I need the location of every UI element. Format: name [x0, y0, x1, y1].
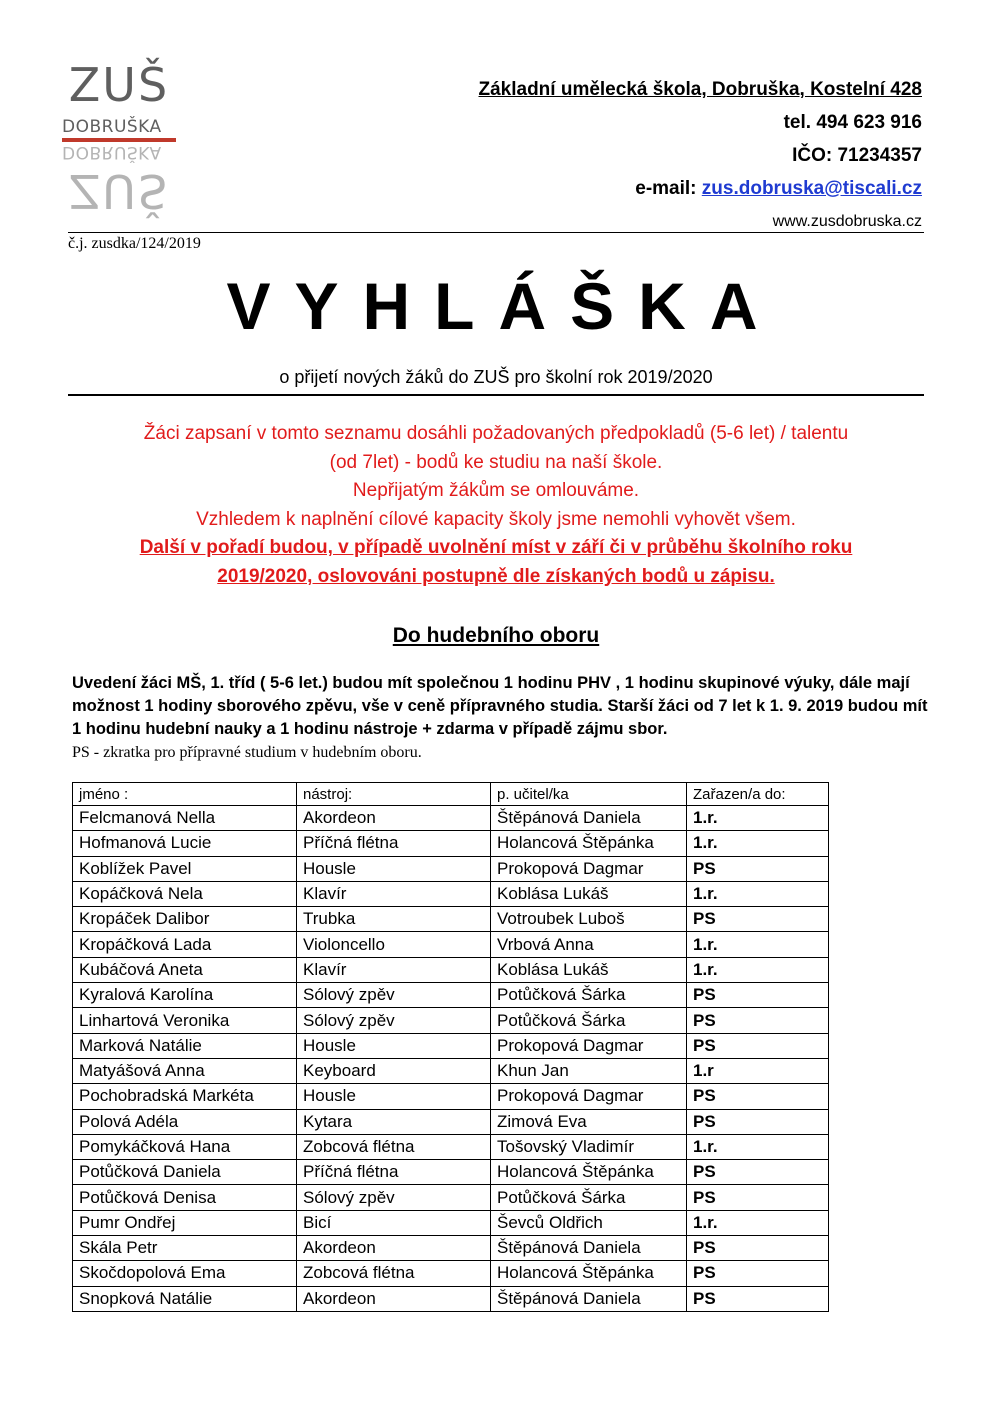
- email-line: [478, 175, 922, 208]
- student-name: Linhartová Veronika: [73, 1008, 297, 1033]
- table-row: [73, 957, 829, 982]
- instrument: Zobcová flétna: [297, 1134, 491, 1159]
- teacher: Tošovský Vladimír: [491, 1134, 687, 1159]
- title-divider: [68, 394, 924, 396]
- table-row: [73, 1185, 829, 1210]
- table-row: [73, 881, 829, 906]
- table-row: [73, 831, 829, 856]
- instrument: Keyboard: [297, 1058, 491, 1083]
- student-name: Pomykáčková Hana: [73, 1134, 297, 1159]
- instrument: Sólový zpěv: [297, 1185, 491, 1210]
- placement: PS: [687, 983, 829, 1008]
- student-name: Matyášová Anna: [73, 1058, 297, 1083]
- instrument: Kytara: [297, 1109, 491, 1134]
- instrument: Příčná flétna: [297, 1160, 491, 1185]
- table-row: [73, 1236, 829, 1261]
- instrument: Housle: [297, 1084, 491, 1109]
- logo-dobruska-mirror: DOBRUŠKA: [62, 142, 162, 162]
- placement: 1.r.: [687, 881, 829, 906]
- placement: PS: [687, 1109, 829, 1134]
- student-name: Kropáček Dalibor: [73, 907, 297, 932]
- teacher: Holancová Štěpánka: [491, 1261, 687, 1286]
- student-name: Pumr Ondřej: [73, 1210, 297, 1235]
- student-name: Pochobradská Markéta: [73, 1084, 297, 1109]
- student-name: Koblížek Pavel: [73, 856, 297, 881]
- instrument: Violoncello: [297, 932, 491, 957]
- teacher: Votroubek Luboš: [491, 907, 687, 932]
- notice-line: (od 7let) - bodů ke studiu na naší škole.: [329, 451, 663, 473]
- placement: PS: [687, 1286, 829, 1311]
- header-instrument: nástroj:: [297, 783, 491, 806]
- teacher: Koblása Lukáš: [491, 881, 687, 906]
- logo-zus-mirror: ZUŠ: [68, 164, 170, 218]
- instrument: Akordeon: [297, 1286, 491, 1311]
- admission-notice: [60, 420, 932, 592]
- instrument: Housle: [297, 1033, 491, 1058]
- placement: 1.r.: [687, 831, 829, 856]
- teacher: Potůčková Šárka: [491, 983, 687, 1008]
- notice-bold-line: 2019/2020, oslovováni postupně dle získaných bodů u zápisu.: [217, 565, 775, 587]
- student-name: Kubáčová Aneta: [73, 957, 297, 982]
- table-header-row: [73, 783, 829, 806]
- instrument: Sólový zpěv: [297, 1008, 491, 1033]
- table-row: [73, 1084, 829, 1109]
- placement: 1.r.: [687, 806, 829, 831]
- placement: PS: [687, 856, 829, 881]
- teacher: Štěpánová Daniela: [491, 1236, 687, 1261]
- table-row: [73, 1286, 829, 1311]
- table-row: [73, 1210, 829, 1235]
- placement: PS: [687, 1185, 829, 1210]
- instrument: Klavír: [297, 957, 491, 982]
- notice-line: Žáci zapsaní v tomto seznamu dosáhli požadovaných předpokladů (5-6 let) / talentu: [143, 423, 849, 444]
- student-name: Polová Adéla: [73, 1109, 297, 1134]
- ps-note: PS - zkratka pro přípravné studium v hudebním oboru.: [72, 744, 422, 761]
- teacher: Potůčková Šárka: [491, 1185, 687, 1210]
- student-name: Skočdopolová Ema: [73, 1261, 297, 1286]
- instrument: Akordeon: [297, 806, 491, 831]
- table-row: [73, 1261, 829, 1286]
- placement: 1.r.: [687, 1210, 829, 1235]
- teacher: Zimová Eva: [491, 1109, 687, 1134]
- section-title: Do hudebního oboru: [392, 624, 600, 647]
- student-name: Kropáčková Lada: [73, 932, 297, 957]
- teacher: Štěpánová Daniela: [491, 1286, 687, 1311]
- logo-dobruska: DOBRUŠKA: [62, 117, 162, 137]
- table-row: [73, 1033, 829, 1058]
- teacher: Prokopová Dagmar: [491, 1084, 687, 1109]
- student-table: [72, 782, 829, 1312]
- header-name: jméno :: [73, 783, 297, 806]
- instrument: Trubka: [297, 907, 491, 932]
- page-subtitle: o přijetí nových žáků do ZUŠ pro školní rok 2019/2020: [279, 367, 713, 387]
- header-placement: Zařazen/a do:: [687, 783, 829, 806]
- email-label: e-mail:: [635, 178, 702, 199]
- table-row: [73, 806, 829, 831]
- placement: PS: [687, 1033, 829, 1058]
- instrument: Zobcová flétna: [297, 1261, 491, 1286]
- student-name: Skála Petr: [73, 1236, 297, 1261]
- table-row: [73, 856, 829, 881]
- teacher: Prokopová Dagmar: [491, 856, 687, 881]
- student-name: Marková Natálie: [73, 1033, 297, 1058]
- teacher: Štěpánová Daniela: [491, 806, 687, 831]
- table-row: [73, 932, 829, 957]
- placement: PS: [687, 1261, 829, 1286]
- student-name: Potůčková Daniela: [73, 1160, 297, 1185]
- instrument: Bicí: [297, 1210, 491, 1235]
- website: www.zusdobruska.cz: [772, 213, 922, 230]
- teacher: Koblása Lukáš: [491, 957, 687, 982]
- teacher: Holancová Štěpánka: [491, 831, 687, 856]
- header-divider: [68, 232, 924, 233]
- table-row: [73, 1058, 829, 1083]
- student-name: Kopáčková Nela: [73, 881, 297, 906]
- phone: tel. 494 623 916: [783, 112, 922, 133]
- instrument: Sólový zpěv: [297, 983, 491, 1008]
- placement: PS: [687, 1160, 829, 1185]
- student-name: Felcmanová Nella: [73, 806, 297, 831]
- notice-line: Vzhledem k naplnění cílové kapacity školy jsme nemohli vyhovět všem.: [196, 508, 796, 530]
- teacher: Potůčková Šárka: [491, 1008, 687, 1033]
- student-name: Kyralová Karolína: [73, 983, 297, 1008]
- placement: PS: [687, 1084, 829, 1109]
- placement: 1.r: [687, 1058, 829, 1083]
- contact-block: [478, 76, 922, 241]
- table-row: [73, 1160, 829, 1185]
- teacher: Vrbová Anna: [491, 932, 687, 957]
- reference-number: č.j. zusdka/124/2019: [68, 235, 201, 252]
- notice-bold-line: Další v pořadí budou, v případě uvolnění míst v září či v průběhu školního roku: [139, 537, 853, 559]
- placement: PS: [687, 907, 829, 932]
- instrument: Housle: [297, 856, 491, 881]
- table-row: [73, 983, 829, 1008]
- teacher: Prokopová Dagmar: [491, 1033, 687, 1058]
- school-logo: [60, 58, 178, 220]
- header-teacher: p. učitel/ka: [491, 783, 687, 806]
- teacher: Ševců Oldřich: [491, 1210, 687, 1235]
- instrument: Akordeon: [297, 1236, 491, 1261]
- placement: PS: [687, 1008, 829, 1033]
- table-row: [73, 1134, 829, 1159]
- notice-line: Nepřijatým žákům se omlouváme.: [352, 480, 640, 502]
- table-row: [73, 1109, 829, 1134]
- info-paragraph: Uvedení žáci MŠ, 1. tříd ( 5-6 let.) budou mít společnou 1 hodinu PHV , 1 hodinu skupinové výuky, dále mají možnost 1 hodiny sborového zpěvu, vše v ceně přípravného studia. Starší žáci od 7 let k 1. 9. 2019 budou mít 1 hodinu hudební nauky a 1 hodinu nástroje + zdarma v případě zájmu sbor.: [72, 674, 928, 738]
- student-name: Snopková Natálie: [73, 1286, 297, 1311]
- placement: 1.r.: [687, 932, 829, 957]
- student-name: Potůčková Denisa: [73, 1185, 297, 1210]
- page-title: VYHLÁŠKA: [226, 269, 782, 343]
- email-link[interactable]: zus.dobruska@tiscali.cz: [701, 178, 922, 199]
- teacher: Holancová Štěpánka: [491, 1160, 687, 1185]
- table-row: [73, 1008, 829, 1033]
- school-address: Základní umělecká škola, Dobruška, Kostelní 428: [478, 79, 922, 100]
- placement: 1.r.: [687, 957, 829, 982]
- student-name: Hofmanová Lucie: [73, 831, 297, 856]
- ico: IČO: 71234357: [792, 145, 922, 166]
- table-row: [73, 907, 829, 932]
- instrument: Klavír: [297, 881, 491, 906]
- logo-zus: ZUŠ: [68, 58, 170, 112]
- placement: PS: [687, 1236, 829, 1261]
- instrument: Příčná flétna: [297, 831, 491, 856]
- placement: 1.r.: [687, 1134, 829, 1159]
- teacher: Khun Jan: [491, 1058, 687, 1083]
